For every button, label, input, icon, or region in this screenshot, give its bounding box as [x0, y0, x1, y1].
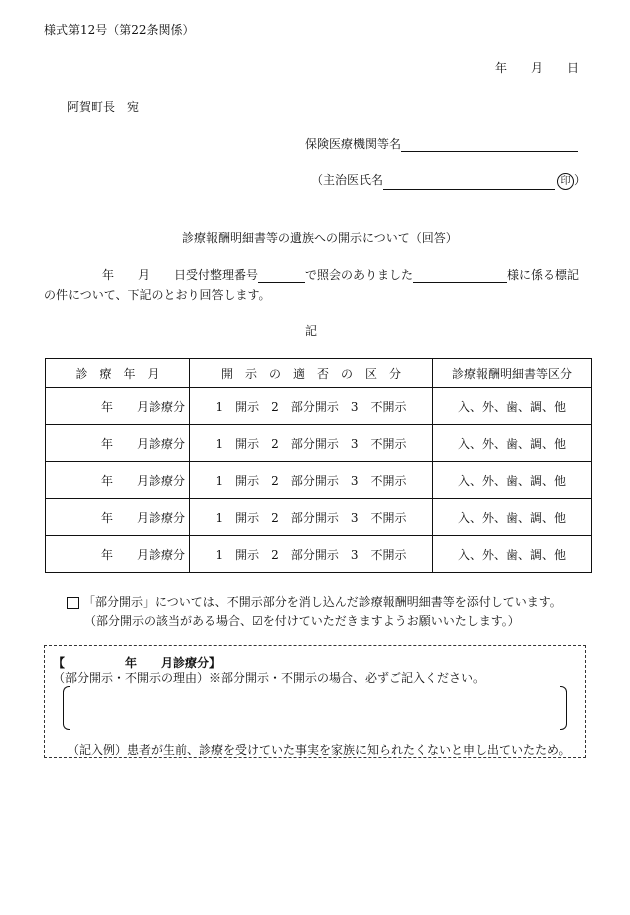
cell-category[interactable]: 入、外、歯、調、他 — [433, 462, 592, 499]
addressee: 阿賀町長 宛 — [67, 100, 140, 114]
reason-input-area[interactable] — [77, 686, 551, 728]
cell-status[interactable]: 1 開示 2 部分開示 3 不開示 — [190, 462, 433, 499]
body-line-1 — [102, 266, 579, 283]
cell-month[interactable]: 年 月診療分 — [46, 388, 190, 425]
cell-status[interactable]: 1 開示 2 部分開示 3 不開示 — [190, 388, 433, 425]
doctor-name-blank[interactable] — [383, 175, 555, 190]
cell-status[interactable]: 1 開示 2 部分開示 3 不開示 — [190, 425, 433, 462]
institution-blank[interactable] — [401, 137, 578, 152]
note-line-2: （部分開示の該当がある場合、☑を付けていただきますようお願いいたします。） — [84, 614, 520, 628]
disclosure-table — [45, 358, 592, 573]
body-date-ref: 年 月 日受付整理番号 — [102, 268, 259, 282]
cell-category[interactable]: 入、外、歯、調、他 — [433, 499, 592, 536]
reference-number-blank[interactable] — [258, 268, 305, 283]
cell-status[interactable]: 1 開示 2 部分開示 3 不開示 — [190, 499, 433, 536]
cell-month[interactable]: 年 月診療分 — [46, 462, 190, 499]
note-line-1: 「部分開示」については、不開示部分を消し込んだ診療報酬明細書等を添付しています。 — [83, 595, 562, 609]
reason-example: （記入例）患者が生前、診療を受けていた事実を家族に知られたくないと申し出ていたため。 — [67, 743, 571, 757]
table-row — [46, 388, 592, 425]
body-line-2: の件について、下記のとおり回答します。 — [44, 288, 271, 302]
seal-mark: 印 — [557, 173, 574, 190]
reason-box-header: 【 年 月診療分】 — [53, 656, 222, 670]
document-title: 診療報酬明細書等の遺族への開示について（回答） — [182, 231, 458, 245]
table-row — [46, 499, 592, 536]
body-subject: 様に係る標記 — [507, 268, 580, 282]
cell-month[interactable]: 年 月診療分 — [46, 425, 190, 462]
ki-heading: 記 — [305, 324, 318, 338]
header-status: 開 示 の 適 否 の 区 分 — [190, 359, 433, 388]
cell-month[interactable]: 年 月診療分 — [46, 536, 190, 573]
cell-category[interactable]: 入、外、歯、調、他 — [433, 425, 592, 462]
table-row — [46, 536, 592, 573]
table-row — [46, 462, 592, 499]
reason-box — [44, 645, 586, 758]
header-category: 診療報酬明細書等区分 — [433, 359, 592, 388]
partial-disclosure-note — [67, 593, 562, 610]
cell-category[interactable]: 入、外、歯、調、他 — [433, 388, 592, 425]
patient-name-blank[interactable] — [413, 268, 507, 283]
body-inquiry: で照会のありました — [305, 268, 414, 282]
bracket-left — [63, 686, 70, 730]
reason-label: （部分開示・不開示の理由）※部分開示・不開示の場合、必ずご記入ください。 — [53, 671, 486, 685]
bracket-right — [560, 686, 567, 730]
doctor-row — [311, 171, 586, 190]
institution-row — [305, 135, 578, 152]
institution-label: 保険医療機関等名 — [305, 137, 402, 151]
cell-month[interactable]: 年 月診療分 — [46, 499, 190, 536]
header-month: 診 療 年 月 — [46, 359, 190, 388]
cell-category[interactable]: 入、外、歯、調、他 — [433, 536, 592, 573]
table-header-row — [46, 359, 592, 388]
table-row — [46, 425, 592, 462]
cell-status[interactable]: 1 開示 2 部分開示 3 不開示 — [190, 536, 433, 573]
form-id: 様式第12号（第22条関係） — [44, 23, 195, 37]
partial-disclosure-checkbox[interactable] — [67, 597, 79, 609]
date-line: 年 月 日 — [495, 61, 580, 75]
doctor-label-close: ） — [574, 173, 587, 187]
doctor-label-open: （主治医氏名 — [311, 173, 384, 187]
